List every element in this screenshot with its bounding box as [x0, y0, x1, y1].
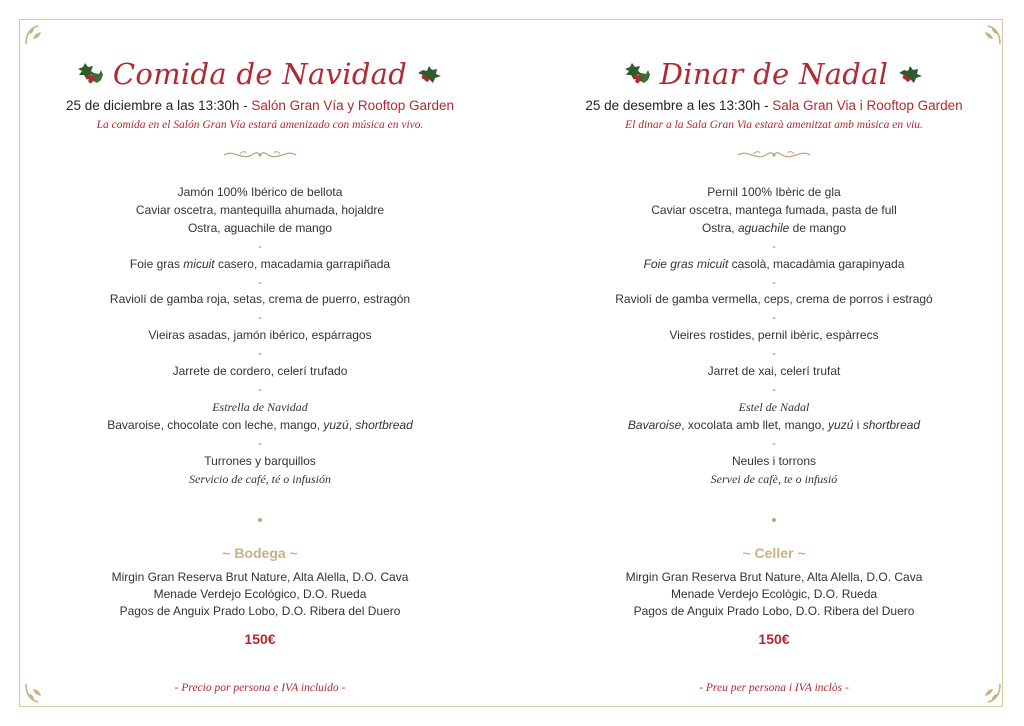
course-separator: -: [772, 435, 776, 450]
dish-text-italic: shortbread: [862, 417, 921, 432]
dish: [524, 220, 1024, 238]
course-separator: -: [258, 274, 262, 289]
subtitle: El dinar a la Sala Gran Via estarà amenitzat amb música en viu.: [625, 119, 923, 131]
course-separator: -: [772, 310, 776, 325]
wine-item: Pagos de Anguix Prado Lobo, D.O. Ribera del Duero: [119, 604, 401, 618]
wine-list: [524, 569, 1024, 620]
dessert-title: Estrella de Navidad: [212, 399, 308, 414]
wine-item: Menade Verdejo Ecològic, D.O. Rueda: [670, 587, 878, 601]
dish: Raviolí de gamba vermella, ceps, crema de porros i estragó: [615, 292, 933, 307]
course-separator: -: [258, 435, 262, 450]
page-title: Dinar de Nadal: [659, 57, 889, 91]
dish-text-italic: Bavaroise: [627, 417, 682, 432]
subtitle: La comida en el Salón Gran Vía estará amenizado con música en vivo.: [96, 119, 424, 131]
menu-catalan: [524, 0, 1024, 726]
course-separator: -: [772, 346, 776, 361]
title-row: [10, 54, 510, 94]
event-venue: Salón Gran Vía y Rooftop Garden: [251, 98, 454, 113]
menu-list: [10, 184, 510, 488]
divider-dot: [772, 518, 776, 522]
holly-icon: [896, 61, 926, 87]
event-date: 25 de desembre a les 13:30h -: [585, 98, 773, 113]
course-separator: -: [258, 238, 262, 253]
course-separator: -: [772, 274, 776, 289]
dish: Jamón 100% Ibérico de bellota: [177, 185, 343, 199]
price-note: - Preu per persona i IVA inclòs -: [699, 682, 849, 694]
dish-text-italic: aguachile: [737, 220, 790, 235]
dish-text: , xocolata amb llet, mango,: [681, 417, 829, 432]
dish: Vieiras asadas, jamón ibérico, espárragos: [148, 328, 372, 343]
dish-text: i: [853, 417, 863, 432]
course-separator: -: [258, 310, 262, 325]
wine-list: [10, 569, 510, 620]
coffee-service: Servei de cafè, te o infusió: [710, 471, 838, 486]
date-venue-line: [524, 98, 1024, 113]
dish-text: Foie gras: [129, 256, 184, 271]
dish: [10, 256, 510, 274]
price-note: - Precio por persona e IVA incluido -: [174, 682, 346, 694]
event-venue: Sala Gran Via i Rooftop Garden: [772, 98, 963, 113]
dish: Caviar oscetra, mantega fumada, pasta de full: [651, 202, 897, 217]
price: 150€: [244, 631, 276, 647]
page-title: Comida de Navidad: [112, 57, 408, 91]
dish-text: casero, macadamia garrapiñada: [214, 256, 391, 271]
dish: Jarret de xai, celerí trufat: [707, 364, 841, 379]
title-row: [524, 54, 1024, 94]
wine-item: Mirgin Gran Reserva Brut Nature, Alta Alella, D.O. Cava: [111, 570, 409, 584]
event-date: 25 de diciembre a las 13:30h -: [66, 98, 252, 113]
dish: [10, 417, 510, 435]
dish-text: Bavaroise, chocolate con leche, mango,: [107, 417, 324, 432]
dish: Vieires rostides, pernil ibèric, espàrrecs: [669, 328, 879, 343]
dish: [524, 256, 1024, 274]
holly-icon: [75, 61, 105, 87]
dish-text-italic: micuit: [183, 256, 215, 271]
course-separator: -: [772, 381, 776, 396]
dish: Raviolí de gamba roja, setas, crema de puerro, estragón: [109, 292, 411, 307]
holly-icon: [415, 61, 445, 87]
course-separator: -: [258, 346, 262, 361]
dish-text: casolà, macadàmia garapinyada: [728, 256, 905, 271]
dish: Caviar oscetra, mantequilla ahumada, hojaldre: [135, 202, 385, 217]
dish-text-italic: shortbread: [355, 417, 413, 432]
cellar-title: ~ Bodega ~: [222, 545, 298, 561]
dish: Jarrete de cordero, celerí trufado: [172, 364, 348, 379]
dish-text: ,: [348, 417, 356, 432]
menu-list: [524, 184, 1024, 488]
price: 150€: [758, 631, 790, 647]
dish: Pernil 100% Ibèric de gla: [707, 185, 841, 199]
dish: [524, 417, 1024, 435]
date-venue-line: [10, 98, 510, 113]
dish: Neules i torrons: [731, 453, 817, 468]
divider-dot: [258, 518, 262, 522]
menu-spanish: [10, 0, 510, 726]
dessert-title: Estel de Nadal: [738, 399, 810, 414]
coffee-service: Servicio de café, té o infusión: [189, 471, 331, 486]
holly-icon: [622, 61, 652, 87]
course-separator: -: [772, 238, 776, 253]
flourish-divider-icon: [734, 146, 814, 164]
dish-text-italic: Foie gras micuit: [643, 256, 729, 271]
dish: Turrones y barquillos: [204, 453, 316, 468]
dish: Ostra, aguachile de mango: [187, 220, 333, 235]
wine-item: Menade Verdejo Ecológico, D.O. Rueda: [153, 587, 367, 601]
dish-text: Ostra,: [701, 220, 738, 235]
course-separator: -: [258, 381, 262, 396]
flourish-divider-icon: [220, 146, 300, 164]
dish-text: de mango: [789, 220, 847, 235]
dish-text-italic: yuzú: [323, 417, 349, 432]
dish-text-italic: yuzú: [828, 417, 854, 432]
wine-item: Pagos de Anguix Prado Lobo, D.O. Ribera del Duero: [633, 604, 915, 618]
cellar-title: ~ Celler ~: [742, 545, 806, 561]
wine-item: Mirgin Gran Reserva Brut Nature, Alta Alella, D.O. Cava: [625, 570, 923, 584]
